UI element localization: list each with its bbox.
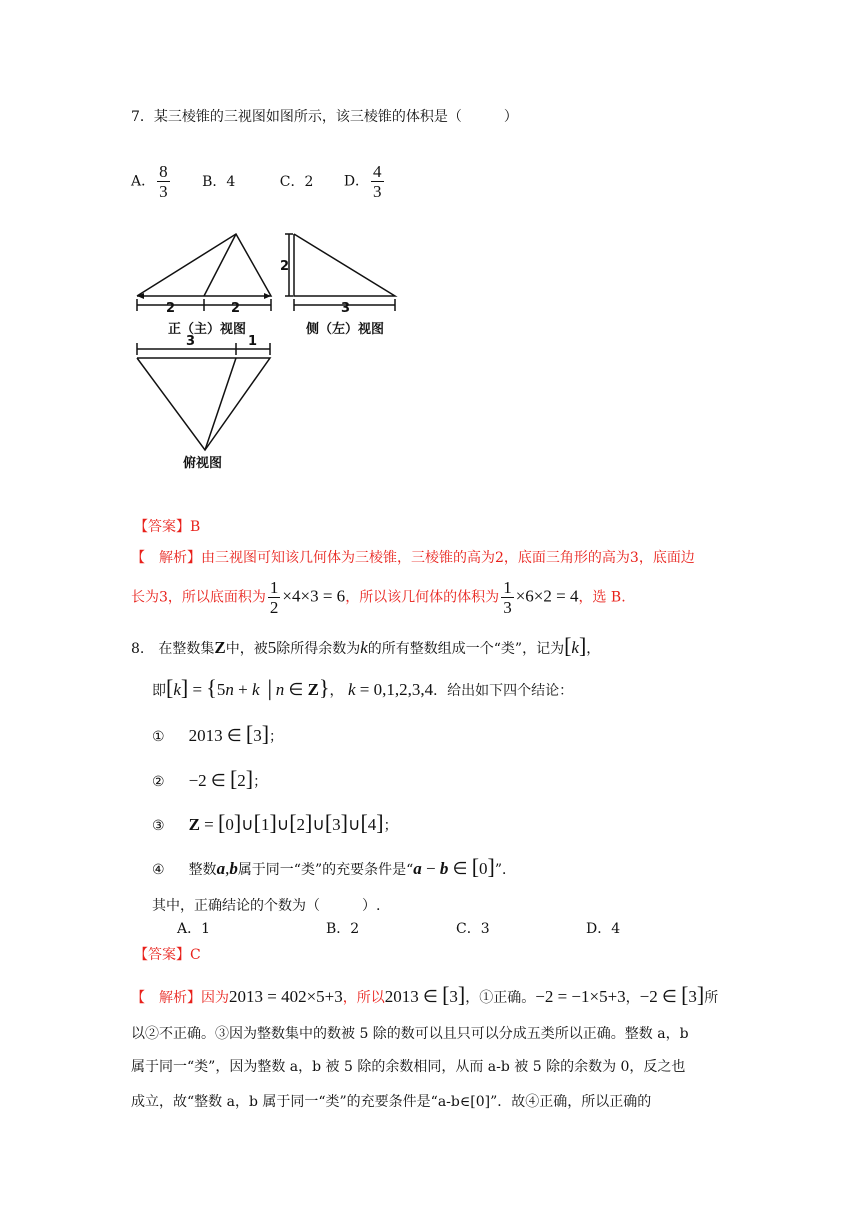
q8-option-d: D．4: [586, 921, 621, 937]
q7-option-a-fraction: $\frac{8}{3}$: [159, 162, 168, 201]
q8-stem: 8. 在整数集Z中，被5除所得余数为k的所有整数组成一个“类”，记为[k]，: [131, 633, 601, 658]
q7-analysis-line1: 【 解析】由三视图可知该几何体为三棱锥，三棱锥的高为2，底面三角形的高为3，底面边: [131, 550, 695, 566]
top-dim-left-label: 3: [186, 334, 196, 349]
front-view-caption: 正（主）视图: [168, 322, 247, 337]
q8-answer: 【答案】C: [134, 947, 201, 963]
q8-item-2: ② −2 ∈ [2]；: [152, 766, 268, 791]
q8-option-b: B．2: [326, 921, 360, 937]
top-dim-right-label: 1: [248, 334, 258, 349]
q8-analysis-line2: 以②不正确。③因为整数集中的数被 5 除的数可以且只可以分成五类所以正确。整数 a，b: [131, 1026, 689, 1042]
q8-item-1: ① 2013 ∈ [3]；: [152, 721, 284, 746]
side-dim-height-label: 2: [280, 259, 290, 274]
q7-option-a: A． $\frac{8}{3}$: [131, 162, 168, 201]
top-view-edge: [205, 358, 236, 450]
front-view-outline: [137, 234, 271, 296]
top-view-outline: [137, 358, 270, 450]
q8-analysis-line3: 属于同一“类”，因为整数 a，b 被 5 除的余数相同，从而 a-b 被 5 除的余数为 0，反之也: [131, 1059, 686, 1075]
top-view-caption: 俯视图: [183, 456, 223, 471]
q7-analysis-line2: 长为3，所以底面积为 $\frac{1}{2}$ ×4×3 = 6，所以该几何体的体积为 $\frac{1}{3}$ ×6×2 = 4，选 B.: [131, 578, 626, 617]
side-view-outline: [294, 234, 395, 296]
q8-option-a: A．1: [177, 921, 211, 937]
q7-answer: 【答案】B: [134, 519, 201, 535]
side-view-caption: 侧（左）视图: [306, 322, 385, 337]
q8-option-c: C．3: [456, 921, 490, 937]
q7-option-d-fraction: $\frac{4}{3}$: [373, 162, 382, 201]
front-dim-right-label: 2: [231, 301, 241, 316]
front-dim-left-label: 2: [166, 301, 176, 316]
q7-option-b: B．4: [202, 173, 236, 190]
q8-item-4: ④ 整数a,b属于同一“类”的充要条件是“a − b ∈ [0]”．: [152, 854, 517, 879]
q7-option-c: C．2: [279, 173, 314, 190]
q8-item-3: ③ Z = [0]∪[1]∪[2]∪[3]∪[4]；: [152, 810, 398, 835]
side-dim-base-label: 3: [341, 301, 351, 316]
q7-stem: 7．某三棱锥的三视图如图所示，该三棱锥的体积是（ ）: [131, 109, 518, 125]
q8-question: 其中，正确结论的个数为（ ）.: [152, 898, 381, 914]
q8-analysis-line1: 【 解析】因为2013 = 402×5+3，所以2013 ∈ [3]，①正确。−2 = −1×5+3，−2 ∈ [3]所: [131, 982, 719, 1007]
q7-option-d: D． $\frac{4}{3}$: [343, 162, 382, 201]
q8-analysis-line4: 成立，故“整数 a，b 属于同一“类”的充要条件是“a-b∈[0]”．故④正确，所以正确的: [131, 1094, 652, 1110]
q8-definition: 即[k] = {5n + k │n ∈ Z}， k = 0,1,2,3,4．给出如下四个结论：: [152, 675, 574, 700]
